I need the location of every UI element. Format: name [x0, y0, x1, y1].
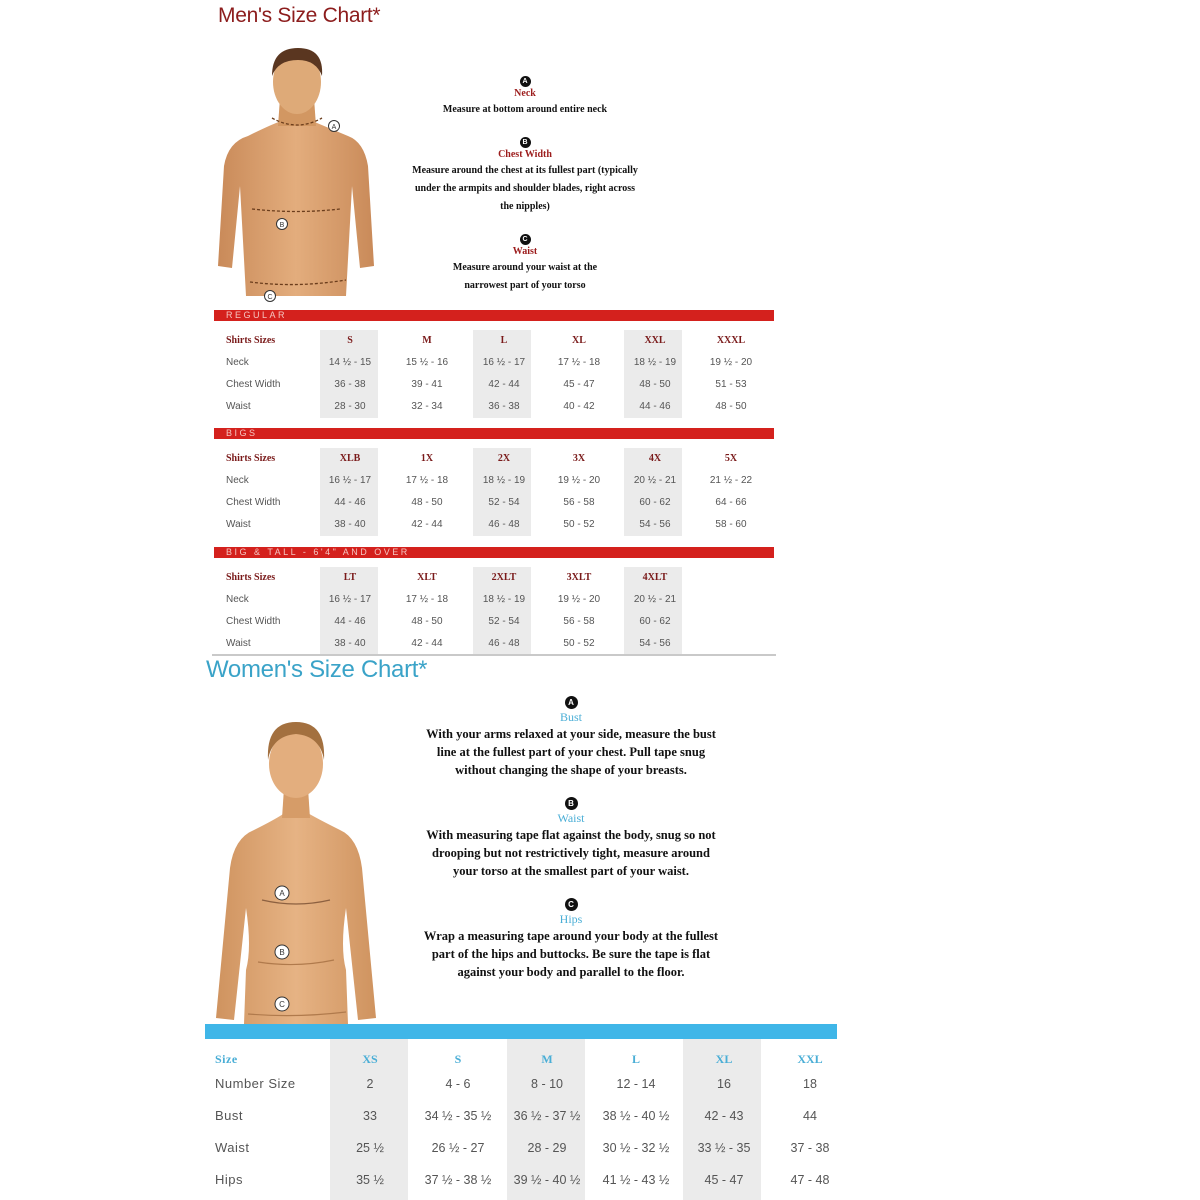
table-cell: 45 - 47 — [704, 1173, 744, 1187]
table-cell: 17 ½ - 18 — [405, 475, 449, 486]
female-body-illustration — [208, 718, 384, 1024]
instruction-heading: Waist — [512, 246, 538, 257]
marker-b-icon — [275, 945, 289, 959]
table-row — [214, 470, 774, 492]
table-cell: 15 ½ - 16 — [405, 357, 449, 368]
instruction-heading: Bust — [559, 710, 582, 724]
table-cell: 28 - 29 — [527, 1141, 567, 1155]
table-row — [214, 611, 774, 633]
instruction-text: With your arms relaxed at your side, measure the bust line at the fullest part of your chest. Pull tape snug without changing the shape of your breasts. — [426, 727, 716, 777]
size-header: XLT — [417, 572, 437, 583]
instruction-heading: Hips — [559, 912, 583, 926]
size-header: S — [347, 335, 353, 346]
row-label: Waist — [226, 401, 251, 412]
table-cell: 42 - 44 — [411, 519, 443, 530]
badge-a-icon: A — [565, 696, 578, 709]
row-label: Shirts Sizes — [226, 453, 276, 464]
table-row — [205, 1100, 837, 1132]
marker-c-icon — [265, 291, 276, 302]
table-cell: 52 - 54 — [488, 616, 520, 627]
table-cell: 18 ½ - 19 — [633, 357, 677, 368]
table-cell: 56 - 58 — [563, 497, 595, 508]
row-label: Waist — [226, 638, 251, 649]
badge-b-icon: B — [520, 137, 531, 148]
table-cell: 56 - 58 — [563, 616, 595, 627]
table-cell: 44 - 46 — [334, 497, 366, 508]
table-cell: 50 - 52 — [563, 638, 595, 649]
size-header: 1X — [420, 453, 434, 464]
table-cell: 51 - 53 — [715, 379, 747, 390]
instruction-waist — [404, 228, 646, 293]
table-cell: 41 ½ - 43 ½ — [602, 1173, 670, 1187]
table-cell: 54 - 56 — [639, 519, 671, 530]
size-header: XXL — [644, 335, 666, 346]
row-label: Neck — [226, 475, 249, 486]
table-cell: 37 ½ - 38 ½ — [424, 1173, 492, 1187]
table-cell: 37 - 38 — [790, 1141, 830, 1155]
male-body-illustration — [212, 46, 382, 312]
row-label: Number Size — [215, 1076, 296, 1091]
svg-text:A: A — [331, 124, 337, 131]
svg-text:B: B — [279, 222, 285, 229]
women-size-chart-title: Women's Size Chart* — [206, 656, 428, 683]
table-row — [205, 1164, 837, 1196]
row-label: Chest Width — [226, 616, 281, 627]
table-row — [214, 492, 774, 514]
table-cell: 54 - 56 — [639, 638, 671, 649]
table-cell: 42 - 44 — [411, 638, 443, 649]
table-cell: 14 ½ - 15 — [328, 357, 372, 368]
size-header: S — [454, 1052, 462, 1066]
instruction-text: With measuring tape flat against the body, snug so not drooping but not restrictively tight, measure around your torso at the smallest part of your waist. — [426, 828, 716, 878]
marker-a-icon — [329, 121, 340, 132]
table-cell: 36 ½ - 37 ½ — [513, 1109, 581, 1123]
table-row — [214, 514, 774, 536]
table-cell: 50 - 52 — [563, 519, 595, 530]
marker-b-icon — [277, 219, 288, 230]
table-cell: 45 - 47 — [563, 379, 595, 390]
table-cell: 38 - 40 — [334, 519, 366, 530]
table-cell: 16 ½ - 17 — [482, 357, 526, 368]
table-cell: 26 ½ - 27 — [431, 1141, 485, 1155]
table-row — [214, 633, 774, 655]
size-header: 2X — [497, 453, 511, 464]
row-label: Shirts Sizes — [226, 335, 276, 346]
table-cell: 39 ½ - 40 ½ — [513, 1173, 581, 1187]
table-cell: 48 - 50 — [715, 401, 747, 412]
size-header: L — [631, 1052, 640, 1066]
women-instructions — [412, 692, 730, 981]
table-cell: 33 ½ - 35 — [697, 1141, 751, 1155]
instruction-heading: Neck — [514, 88, 536, 99]
size-header: XS — [362, 1052, 378, 1066]
badge-a-icon: A — [520, 76, 531, 87]
size-header: XLB — [339, 453, 361, 464]
table-cell: 16 ½ - 17 — [328, 594, 372, 605]
table-cell: 44 - 46 — [334, 616, 366, 627]
instruction-waist — [412, 793, 730, 880]
svg-text:A: A — [279, 889, 285, 898]
size-header: LT — [343, 572, 357, 583]
table-cell: 25 ½ — [356, 1141, 384, 1155]
table-cell: 36 - 38 — [334, 379, 366, 390]
instruction-text: Wrap a measuring tape around your body at the fullest part of the hips and buttocks. Be sure the tape is flat against your body and parallel to the floor. — [423, 929, 719, 979]
table-cell: 48 - 50 — [411, 497, 443, 508]
table-cell: 16 — [717, 1077, 731, 1091]
section-label: BIG & TALL - 6'4" AND OVER — [226, 547, 410, 557]
marker-c-icon — [275, 997, 289, 1011]
table-cell: 8 - 10 — [531, 1077, 563, 1091]
table-cell: 60 - 62 — [639, 616, 671, 627]
table-cell: 19 ½ - 20 — [709, 357, 753, 368]
table-cell: 16 ½ - 17 — [328, 475, 372, 486]
section-bar-big-tall — [214, 547, 774, 558]
size-header: XL — [572, 335, 586, 346]
row-label: Neck — [226, 357, 249, 368]
table-cell: 19 ½ - 20 — [557, 475, 601, 486]
size-header: M — [541, 1052, 553, 1066]
table-cell: 58 - 60 — [715, 519, 747, 530]
table-cell: 42 - 43 — [704, 1109, 744, 1123]
marker-a-icon — [275, 886, 289, 900]
table-cell: 33 — [363, 1109, 377, 1123]
table-cell: 52 - 54 — [488, 497, 520, 508]
size-header: 4X — [648, 453, 662, 464]
table-cell: 46 - 48 — [488, 519, 520, 530]
size-header: XXL — [797, 1052, 823, 1066]
row-label: Bust — [215, 1108, 244, 1123]
table-cell: 42 - 44 — [488, 379, 520, 390]
table-row — [214, 396, 774, 418]
men-instructions — [404, 70, 646, 293]
badge-b-icon: B — [565, 797, 578, 810]
table-cell: 12 - 14 — [616, 1077, 656, 1091]
section-bar-bigs — [214, 428, 774, 439]
table-cell: 18 — [803, 1077, 817, 1091]
table-cell: 28 - 30 — [334, 401, 366, 412]
table-cell: 17 ½ - 18 — [557, 357, 601, 368]
row-label: Hips — [215, 1172, 244, 1187]
table-cell: 20 ½ - 21 — [633, 594, 677, 605]
table-cell: 36 - 38 — [488, 401, 520, 412]
table-cell: 38 - 40 — [334, 638, 366, 649]
table-cell: 17 ½ - 18 — [405, 594, 449, 605]
table-cell: 4 - 6 — [445, 1077, 471, 1091]
section-bar-regular — [214, 310, 774, 321]
instruction-text: Measure around the chest at its fullest part (typically under the armpits and shoulder blades, right across the nipples) — [412, 165, 638, 212]
table-cell: 46 - 48 — [488, 638, 520, 649]
instruction-heading: Chest Width — [498, 149, 552, 160]
size-header: L — [500, 335, 508, 346]
men-size-chart-title: Men's Size Chart* — [218, 4, 381, 27]
table-cell: 18 ½ - 19 — [482, 475, 526, 486]
instruction-text: Measure around your waist at the narrowest part of your torso — [452, 262, 598, 291]
table-row — [214, 589, 774, 611]
table-cell: 34 ½ - 35 ½ — [424, 1109, 492, 1123]
badge-c-icon: C — [520, 234, 531, 245]
size-header: 3XLT — [566, 572, 592, 583]
table-cell: 30 ½ - 32 ½ — [602, 1141, 670, 1155]
table-row — [205, 1068, 837, 1100]
table-cell: 38 ½ - 40 ½ — [602, 1109, 670, 1123]
table-cell: 20 ½ - 21 — [633, 475, 677, 486]
size-header: 2XLT — [491, 572, 517, 583]
svg-text:B: B — [279, 948, 285, 957]
table-row — [205, 1132, 837, 1164]
table-cell: 48 - 50 — [411, 616, 443, 627]
row-label: Shirts Sizes — [226, 572, 276, 583]
table-row — [214, 330, 774, 352]
section-label: REGULAR — [226, 310, 288, 320]
row-label: Size — [215, 1052, 238, 1066]
table-row — [214, 567, 774, 589]
size-header: 5X — [724, 453, 738, 464]
size-header: M — [422, 335, 432, 346]
row-label: Waist — [215, 1140, 250, 1155]
instruction-hips — [412, 894, 730, 981]
table-cell: 21 ½ - 22 — [709, 475, 753, 486]
table-cell: 60 - 62 — [639, 497, 671, 508]
instruction-chest — [404, 131, 646, 214]
table-cell: 18 ½ - 19 — [482, 594, 526, 605]
svg-text:C: C — [279, 1000, 285, 1009]
table-cell: 64 - 66 — [715, 497, 747, 508]
table-cell: 19 ½ - 20 — [557, 594, 601, 605]
size-header: 4XLT — [642, 572, 668, 583]
row-label: Chest Width — [226, 497, 281, 508]
table-row — [214, 352, 774, 374]
instruction-heading: Waist — [557, 811, 585, 825]
instruction-bust — [412, 692, 730, 779]
instruction-neck — [404, 70, 646, 117]
table-cell: 2 — [366, 1077, 374, 1091]
badge-c-icon: C — [565, 898, 578, 911]
table-cell: 35 ½ — [356, 1173, 384, 1187]
section-label: BIGS — [226, 428, 258, 438]
table-row — [214, 374, 774, 396]
row-label: Neck — [226, 594, 249, 605]
table-cell: 48 - 50 — [639, 379, 671, 390]
table-cell: 32 - 34 — [411, 401, 443, 412]
table-cell: 39 - 41 — [411, 379, 443, 390]
table-cell: 47 - 48 — [790, 1173, 830, 1187]
women-table-bar — [205, 1024, 837, 1039]
size-header: 3X — [572, 453, 586, 464]
table-cell: 40 - 42 — [563, 401, 595, 412]
instruction-text: Measure at bottom around entire neck — [442, 104, 608, 115]
svg-text:C: C — [267, 294, 273, 301]
row-label: Waist — [226, 519, 251, 530]
table-cell: 44 - 46 — [639, 401, 671, 412]
row-label: Chest Width — [226, 379, 281, 390]
table-cell: 44 — [803, 1109, 817, 1123]
table-row — [214, 448, 774, 470]
size-header: XXXL — [716, 335, 746, 346]
size-header: XL — [715, 1052, 733, 1066]
